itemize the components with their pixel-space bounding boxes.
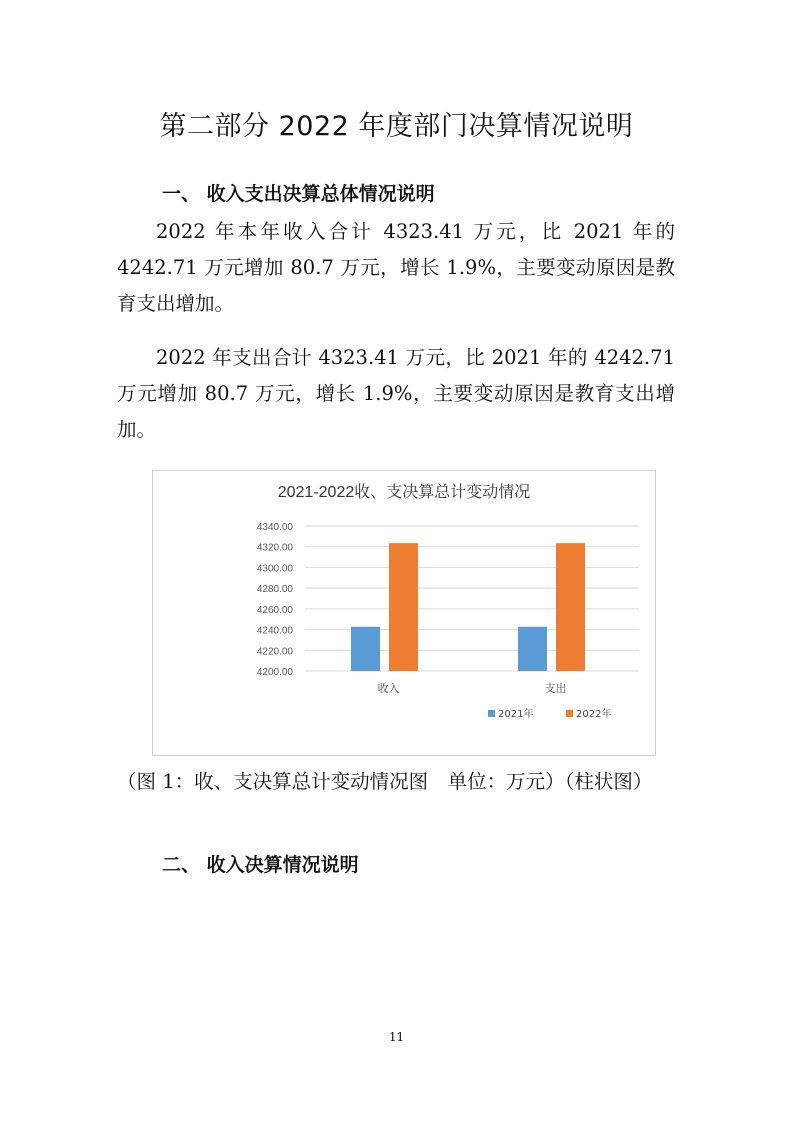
legend-swatch bbox=[488, 710, 495, 717]
section2-heading: 二、 收入决算情况说明 bbox=[162, 854, 359, 876]
y-tick-label: 4280.00 bbox=[256, 584, 293, 596]
section1-paragraph-income: 2022 年本年收入合计 4323.41 万元，比 2021 年的 4242.71 万元增加 80.7 万元，增长 1.9%，主要变动原因是教育支出增加。 bbox=[117, 220, 675, 315]
legend-label: 2021年 bbox=[498, 709, 534, 720]
section1-paragraph-expense: 2022 年支出合计 4323.41 万元，比 2021 年的 4242.71 万元增加 80.7 万元，增长 1.9%，主要变动原因是教育支出增加。 bbox=[117, 346, 675, 441]
y-tick-label: 4300.00 bbox=[256, 563, 293, 575]
chart-canvas bbox=[153, 471, 655, 755]
bar-chart bbox=[152, 470, 656, 756]
legend-swatch bbox=[566, 710, 573, 717]
page-number: 11 bbox=[388, 1030, 405, 1044]
legend-label: 2022年 bbox=[576, 709, 612, 720]
x-category-label: 收入 bbox=[377, 682, 400, 695]
y-tick-label: 4220.00 bbox=[256, 646, 293, 658]
y-tick-label: 4260.00 bbox=[256, 604, 293, 616]
y-tick-label: 4240.00 bbox=[256, 625, 293, 637]
bar-2022年-收入 bbox=[389, 543, 418, 671]
bar-2021年-支出 bbox=[518, 627, 547, 671]
y-tick-label: 4200.00 bbox=[256, 667, 293, 678]
bar-2022年-支出 bbox=[556, 543, 585, 671]
chart-title: 2021-2022收、支决算总计变动情况 bbox=[277, 484, 531, 501]
x-category-label: 支出 bbox=[544, 682, 567, 695]
y-tick-label: 4320.00 bbox=[256, 542, 293, 554]
y-tick-label: 4340.00 bbox=[256, 522, 293, 533]
section1-heading: 一、 收入支出决算总体情况说明 bbox=[162, 183, 435, 205]
page-title: 第二部分 2022 年度部门决算情况说明 bbox=[159, 111, 634, 142]
bar-2021年-收入 bbox=[351, 627, 380, 671]
figure-caption: （图 1：收、支决算总计变动情况图 单位：万元）（柱状图） bbox=[117, 770, 653, 793]
